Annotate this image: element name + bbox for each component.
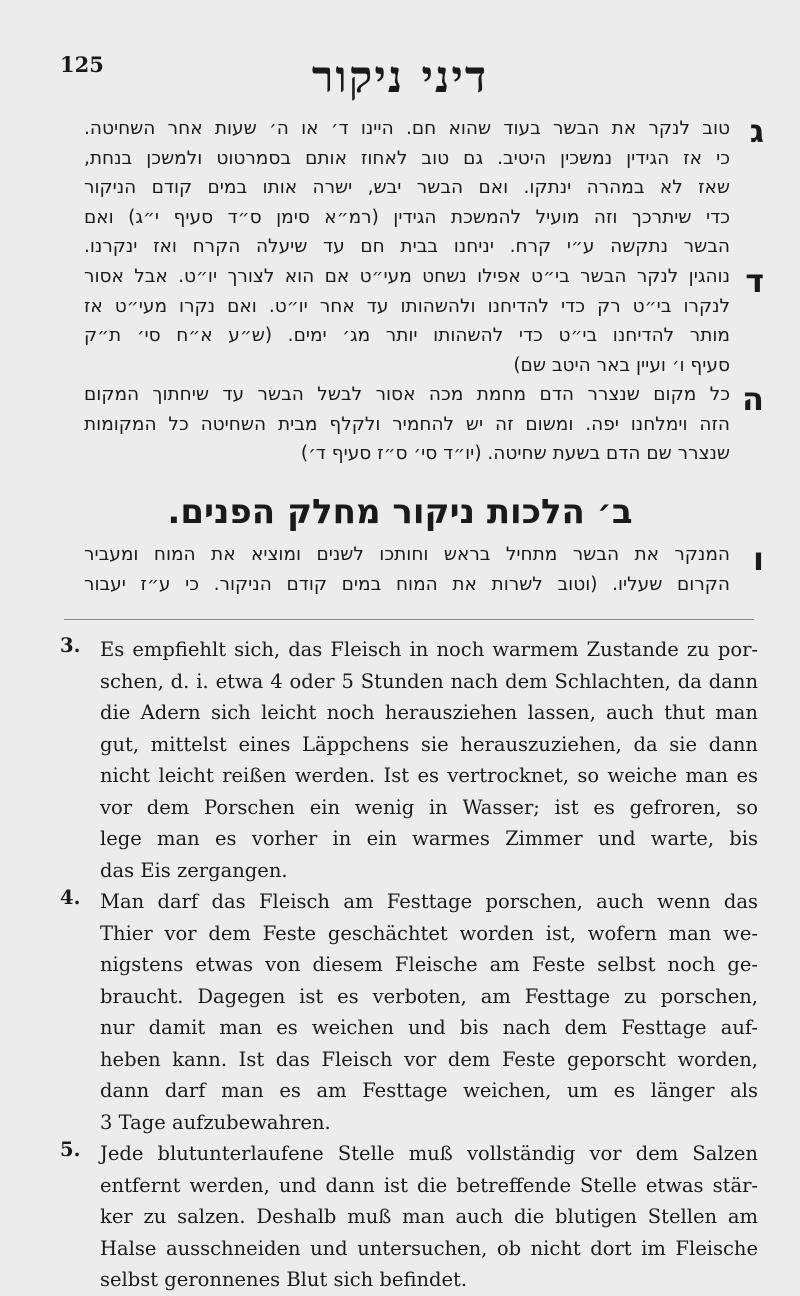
text-line: הקרום שעליו. (וטוב לשרות את המוח במים קודם הניקור. כי ע״ז יעבור [84,573,730,595]
german-paragraph [100,634,758,886]
text-line: gut, mittelst eines Läppchens sie herauszuziehen, da sie dann [100,732,758,756]
text-line: die Adern sich leicht noch herausziehen lassen, auch thut man [100,701,758,724]
hebrew-paragraph [84,114,730,262]
hebrew-marker: ו [753,540,764,578]
hebrew-paragraph [84,262,730,380]
german-paragraph [100,886,758,1138]
hebrew-marker: ה [742,380,764,418]
text-line: כי אז הגידין נמשכין היטיב. גם טוב לאחוז אותם בסמרטוט ולמשכן בנחת, [84,147,730,169]
text-line: Thier vor dem Feste geschächtet worden ist, wofern man we- [100,921,758,945]
text-line: das Eis zergangen. [100,858,288,882]
hebrew-paragraph [84,540,730,599]
text-line: נוהגין לנקר הבשר בי״ט אפילו נשחט מעי״ט אם הוא לצורך יו״ט. אבל אסור [84,266,730,287]
text-line: dann darf man es am Festtage weichen, um es länger als [100,1079,758,1102]
text-line: selbst geronnenes Blut sich befindet. [100,1268,468,1291]
text-line: braucht. Dagegen ist es verboten, am Festtage zu porschen, [100,984,758,1008]
section-number: 3. [60,634,81,657]
page-title: דיני ניקור [311,52,489,103]
text-line: Halse ausschneiden und untersuchen, ob nicht dort im Fleische [100,1236,758,1260]
text-line: 3 Tage aufzubewahren. [100,1110,331,1134]
section-number: 4. [60,886,81,909]
text-line: schen, d. i. etwa 4 oder 5 Stunden nach dem Schlachten, da dann [100,669,758,693]
text-line: המנקר את הבשר מתחיל בראש וחותכו לשנים ומוציא את המוח ומעביר [84,544,730,565]
section-subheading: ב׳ הלכות ניקור מחלק הפנים. [167,492,633,532]
section-number: 5. [60,1138,81,1161]
text-line: שנצרר שם הדם בשעת שחיטה. (יו״ד סי׳ ס״ז סעיף ד׳) [300,443,730,465]
text-line: Es empfiehlt sich, das Fleisch in noch warmem Zustande zu por- [100,638,758,661]
text-line: Jede blutunterlaufene Stelle muß vollständig vor dem Salzen [100,1142,758,1165]
text-line: nur damit man es weichen und bis nach dem Festtage auf- [100,1016,758,1039]
hebrew-marker: ג [749,112,764,150]
page-number: 125 [60,52,104,77]
text-line: הזה וימלחנו יפה. ומשום זה יש להחמיר ולקלף מבית השחיטה כל המקומות [84,413,730,435]
text-line: nigstens etwas von diesem Fleische am Feste selbst noch ge- [100,953,758,976]
text-line: שאז לא במהרה ינתקו. ואם הבשר יבש, ישרה אותו במים קודם הניקור [84,177,730,199]
text-line: סעיף ו׳ ועיין באר היטב שם) [513,354,730,376]
text-line: הבשר נתקשה ע״י קרח. יניחנו בבית חם עד שיעלה הקרח ואז ינקרנו. [84,236,730,258]
text-line: כדי שיתרכך וזה מועיל להמשכת הגידין (רמ״א סימן ס״ד סעיף י״ג) ואם [84,206,730,228]
text-line: heben kann. Ist das Fleisch vor dem Feste geporscht worden, [100,1047,758,1071]
text-line: vor dem Porschen ein wenig in Wasser; ist es gefroren, so [100,795,758,819]
text-line: Man darf das Fleisch am Festtage porschen, auch wenn das [100,890,758,913]
text-line: nicht leicht reißen werden. Ist es vertrocknet, so weiche man es [100,764,758,787]
text-line: entfernt werden, und dann ist die betreffende Stelle etwas stär- [100,1173,758,1197]
text-line: lege man es vorher in ein warmes Zimmer und warte, bis [100,827,758,850]
hebrew-paragraph [84,380,730,469]
text-line: כל מקום שנצרר הדם מחמת מכה אסור לבשל הבשר עד שיחתוך המקום [84,384,730,405]
text-line: מותר להדיחנו בי״ט כדי להשהותו יותר מג׳ ימים. (ש״ע א״ח סי׳ ת״ק [84,325,730,347]
text-line: טוב לנקר את הבשר בעוד שהוא חם. היינו ד׳ או ה׳ שעות אחר השחיטה. [84,118,730,139]
text-line: ker zu salzen. Deshalb muß man auch die blutigen Stellen am [100,1205,758,1228]
hebrew-marker: ד [745,262,764,300]
divider [64,619,754,620]
text-line: לנקרו בי״ט רק כדי להדיחנו ולהשהותו עד אחר יו״ט. ואם נקרו מעי״ט אז [84,295,730,317]
german-paragraph [100,1138,758,1296]
